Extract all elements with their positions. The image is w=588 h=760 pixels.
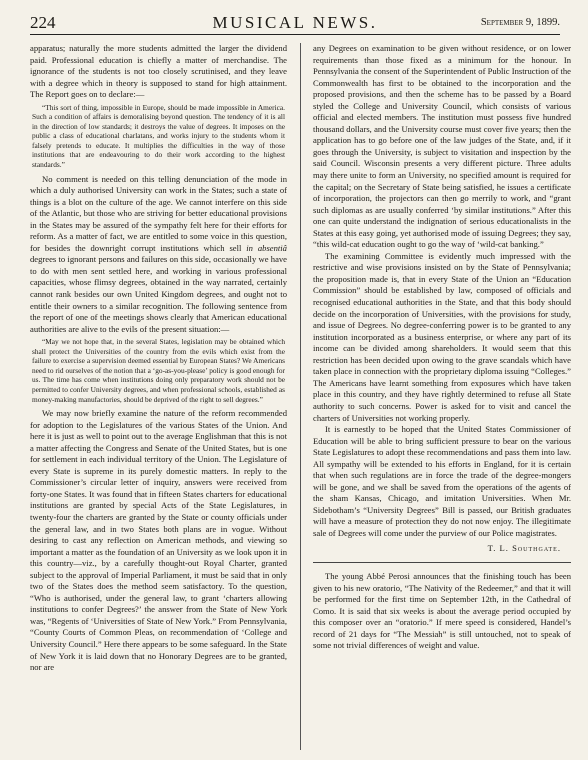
header-rule xyxy=(30,34,560,35)
quote-text: “May we not hope that, in the several States, legislation may be obtained which shall protect the Universities of the country from the evils which exist from the failure to exercise a supervision deemed essential by European States? We Americans need to rid ourselves of the notion that a ‘go-as-you-please’ policy is good enough for us. The time has come when institutions doing only preparatory work should not be permitted to confer University degrees, and when professional schools, established as money-making manufactories, should be deprived of the right to sell degrees.” xyxy=(32,337,285,404)
text-run: No comment is needed on this telling denunciation of the mode in which a duly authorised University can work in the States; such a state of things is a blot on the culture of the age. We cannot interfere on this side of the Atlantic, but those who are striving for better educational provisions in the States may be assured of the sympathy felt here for their efforts for reform. As a matter of fact, we are entitled to some voice in this question, for besides the downright corrupt institutions which sell xyxy=(30,173,287,253)
paragraph: any Degrees on examination to be given without residence, or on lower requirements than those fixed as a minimum for the honour. In Pennsylvania the consent of the Superintendent of Public Instruction of the Commonwealth has first to be obtained to the incorporation and the proposed provisions, and then the scheme has to be passed by a Board styled the College and University Council, which consists of various official and elected members. The institution must possess five hundred thousand dollars, and the University course must cover five years; then the application has to go before one of the law judges of the State, and, if it goes through the University, is subject to visitation and inspection by the said Council. Wisconsin presents a very different picture. Three adults may there unite to form an University, no specified amount is required for the capital; on the Secretary of State being satisfied, he issues a certificate of incorporation, the projectors can then go merrily to work, and “grant such diplomas as are usually conferred ‘by similar institutions.” After this one can quite understand the indignation of serious educationalists in the States at this easy going, yet authorised mode of issuing Degrees; they say, “this wild-cat education ought to go the way of ‘wild-cat banking.” xyxy=(313,43,571,250)
issue-date: September 9, 1899. xyxy=(480,17,560,28)
paragraph: apparatus; naturally the more students admitted the larger the dividend paid. Professional education is chiefly a matter of merchandise. The ignorance of the students is not too closely scrutinised, and they leave with a degree which in theory is supposed to stand for high attainment. The Report goes on to declare:— xyxy=(30,43,287,100)
left-column xyxy=(30,43,287,674)
author-signature: T. L. Southgate. xyxy=(487,542,561,553)
paragraph: It is earnestly to be hoped that the United States Commissioner of Education will be able to bring sufficient pressure to bear on the various State Legislatures to adopt these recommendations and pass them into law. All sympathy will be extended to his efforts in England, for it is certain that when such regulations are in force the trade of the degree-mongers will be gone, and we shall be saved from the operations of the agents of the sham Kansas, Chicago, and imitation Universities. When Mr. Sidebotham’s “University Degrees” Bill is passed, our British graduates will have a measure of protection they do not now enjoy. The illegitimate sale of Degrees will come under the purview of our Police magistrates. xyxy=(313,424,571,538)
page-number: 224 xyxy=(30,13,56,32)
column-divider xyxy=(300,43,301,750)
paragraph xyxy=(30,174,287,336)
italic-phrase: in absentiâ xyxy=(246,242,287,253)
block-quote xyxy=(30,337,287,404)
block-quote xyxy=(30,103,287,170)
paragraph: We may now briefly examine the nature of the reform recommended for adoption to the Legislatures of the various States of the Union. And here it is just as well to point out to the average Englishman that this is not a matter affecting the Congress and Senate of the United States, but is one for settlement in each individual territory of the Union. The Legislature of every State is supreme in its purely domestic matters. In reply to the Commissioner’s circular letter of inquiry, answers were received from forty-one States. It was found that in fifteen States charters for educational institutions are granted by special Acts of the State Legislatures, in twenty-four the charters are granted by the State or county officials under the general law, and in two States both plans are in vogue. Without desiring to cast any reflection on American methods, and viewing so important a matter as the foundation of an University as we look upon it in this country—viz., by a carefully thought-out Royal Charter, granted subject to the approval of Imperial Parliament, it must be said that in only two of the States does the method seem satisfactory. To the question, “Who is authorised, under the general law, to grant ‘charters allowing institutions to confer Degrees?’ the answer from the State of New York was, “Regents of ‘Universities of State of New York.” From Pennsylvania, “County Courts of Common Pleas, on recommendation of ‘College and University Council.” Here there appears to be some safeguard. In the State of New York it is laid down that no Honorary Degrees are to be granted, nor are xyxy=(30,408,287,673)
paragraph: The young Abbé Perosi announces that the finishing touch has been given to his new oratorio, “The Nativity of the Redeemer,” and that it will be performed for the first time on September 12th, in the Cathedral of Como. It is said that six weeks is about the average period occupied by this composer over an “oratorio.” If mere speed is considered, Handel’s record of 21 days for “The Messiah” is still untouched, not to speak of some not trivial differences of weight and value. xyxy=(313,571,571,651)
right-column xyxy=(313,43,571,652)
paragraph: The examining Committee is evidently much impressed with the restrictive and wise provisions insisted on by the State of Pennsylvania; the proposition made is, that in every State of the Union an “Education Commission” should be established by law, composed of officials and recognised educational authorities in the State, and that this body should decide on the incorporation of Universities, with the provisions for study, and issue of Degrees. No degree-conferring power is to be granted to any institution incorporated as a business enterprise, or where any part of its income can be divided among shareholders. It would seem that this restriction has been decided upon owing to the grave scandals which have taken place in connection with the proprietary diploma issuing “Colleges.” The Americans have learnt something from exposures which have taken place in this country, and they have rightly determined to refuse all State authority to such concerns. Power is asked for to visit and cancel the charters of Universities not working properly. xyxy=(313,250,571,423)
text-run: degrees to ignorant persons and failures on this side, occasionally we have to do with men sent settled here, and working in various professional capacities, whose flimsy degrees, obtained in the way narrated, certainly cannot rank besides our own United Kingdom degrees, and ought not to entitle their owners to a similar recognition. The following sentence from the report of one of the meetings shows clearly that American educational authorities are alive to the evils of the present situation:— xyxy=(30,254,287,334)
section-rule xyxy=(313,562,571,563)
publication-title: MUSICAL NEWS. xyxy=(212,13,378,32)
quote-text: “This sort of thing, impossible in Europe, should be made impossible in America. Such a condition of affairs is demoralising beyond question. The tendency of it is all in the direction of low standards; it destroys the value of degrees. It imposes on the public a class of educational charlatans, and works injury to the students whom it falsely pretends to educate. It multiplies the difficulties in the way of those institutions that are endeavouring to do their work according to the highest standards.” xyxy=(32,102,285,170)
